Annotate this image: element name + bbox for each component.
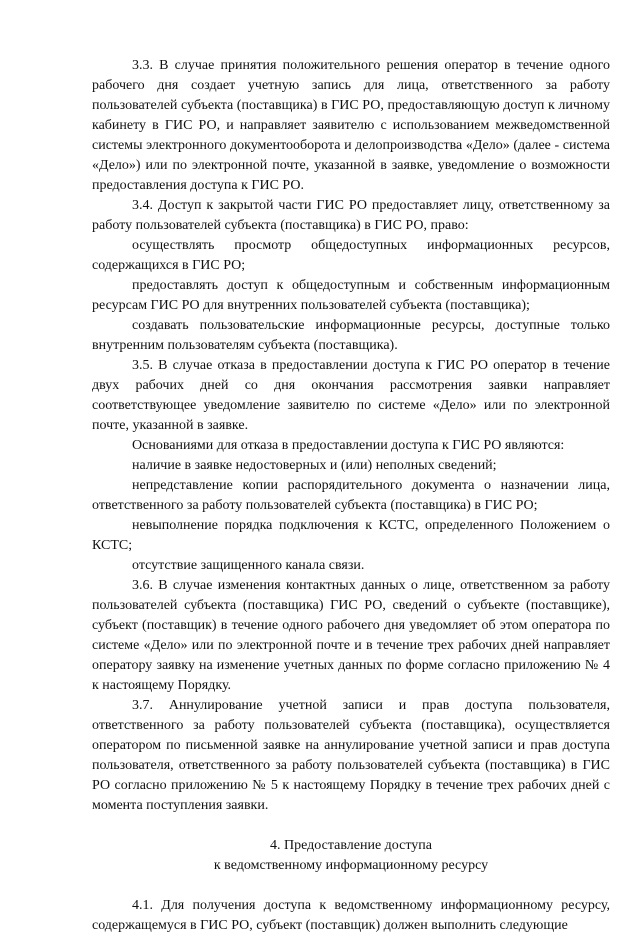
paragraph-3-4: 3.4. Доступ к закрытой части ГИС РО предоставляет лицу, ответственному за работу пользователей субъекта (поставщика) в ГИС РО, право: — [92, 198, 610, 233]
paragraph-3-5-item-2: непредставление копии распорядительного документа о назначении лица, ответственного за работу пользователей субъекта (поставщика) в ГИС РО; — [92, 478, 610, 513]
section-4-heading-line-2: к ведомственному информационному ресурсу — [213, 858, 489, 873]
paragraph-3-4-item-2: предоставлять доступ к общедоступным и собственным информационным ресурсам ГИС РО для внутренних пользователей субъекта (поставщика); — [92, 278, 610, 313]
document-body — [92, 56, 610, 936]
paragraph-3-5-item-4: отсутствие защищенного канала связи. — [132, 558, 365, 573]
paragraph-3-7: 3.7. Аннулирование учетной записи и прав доступа пользователя, ответственного за работу пользователей субъекта (поставщика), осуществляется оператором по письменной заявке на аннулирование учетной записи и прав доступа пользователя, ответственного за работу пользователей субъекта (поставщика) в ГИС РО согласно приложению № 5 к настоящему Порядку в течение трех рабочих дней с момента поступления заявки. — [92, 698, 610, 813]
paragraph-3-5-item-3: невыполнение порядка подключения к КСТС, определенного Положением о КСТС; — [92, 518, 610, 553]
paragraph-3-3: 3.3. В случае принятия положительного решения оператор в течение одного рабочего дня создает учетную запись для лица, ответственного за работу пользователей субъекта (поставщика) в ГИС РО, предоставляющую доступ к личному кабинету в ГИС РО, и направляет заявителю с использованием межведомственной системы электронного документооборота и делопроизводства «Дело» (далее - система «Дело») или по электронной почте, указанной в заявке, уведомление о возможности предоставления доступа к ГИС РО. — [92, 58, 610, 193]
paragraph-3-4-item-3: создавать пользовательские информационные ресурсы, доступные только внутренним пользователям субъекта (поставщика). — [92, 318, 610, 353]
section-4-heading — [92, 836, 610, 876]
paragraph-3-4-item-1: осуществлять просмотр общедоступных информационных ресурсов, содержащихся в ГИС РО; — [92, 238, 610, 273]
paragraph-3-5-item-1: наличие в заявке недостоверных и (или) неполных сведений; — [132, 458, 497, 473]
paragraph-3-5-grounds: Основаниями для отказа в предоставлении доступа к ГИС РО являются: — [132, 438, 565, 453]
paragraph-4-1: 4.1. Для получения доступа к ведомственному информационному ресурсу, содержащемуся в ГИС РО, субъект (поставщик) должен выполнить следующие — [92, 898, 610, 933]
paragraph-3-6: 3.6. В случае изменения контактных данных о лице, ответственном за работу пользователей субъекта (поставщика) ГИС РО, сведений о субъекте (поставщике), субъект (поставщик) в течение одного рабочего дня уведомляет об этом оператора по системе «Дело» или по электронной почте и в течение трех рабочих дней направляет оператору заявку на изменение учетных данных по форме согласно приложению № 4 к настоящему Порядку. — [92, 578, 610, 693]
paragraph-3-5: 3.5. В случае отказа в предоставлении доступа к ГИС РО оператор в течение двух рабочих дней со дня окончания рассмотрения заявки направляет соответствующее уведомление заявителю по системе «Дело» или по электронной почте, указанной в заявке. — [92, 358, 610, 433]
section-4-heading-line-1: 4. Предоставление доступа — [270, 838, 432, 853]
